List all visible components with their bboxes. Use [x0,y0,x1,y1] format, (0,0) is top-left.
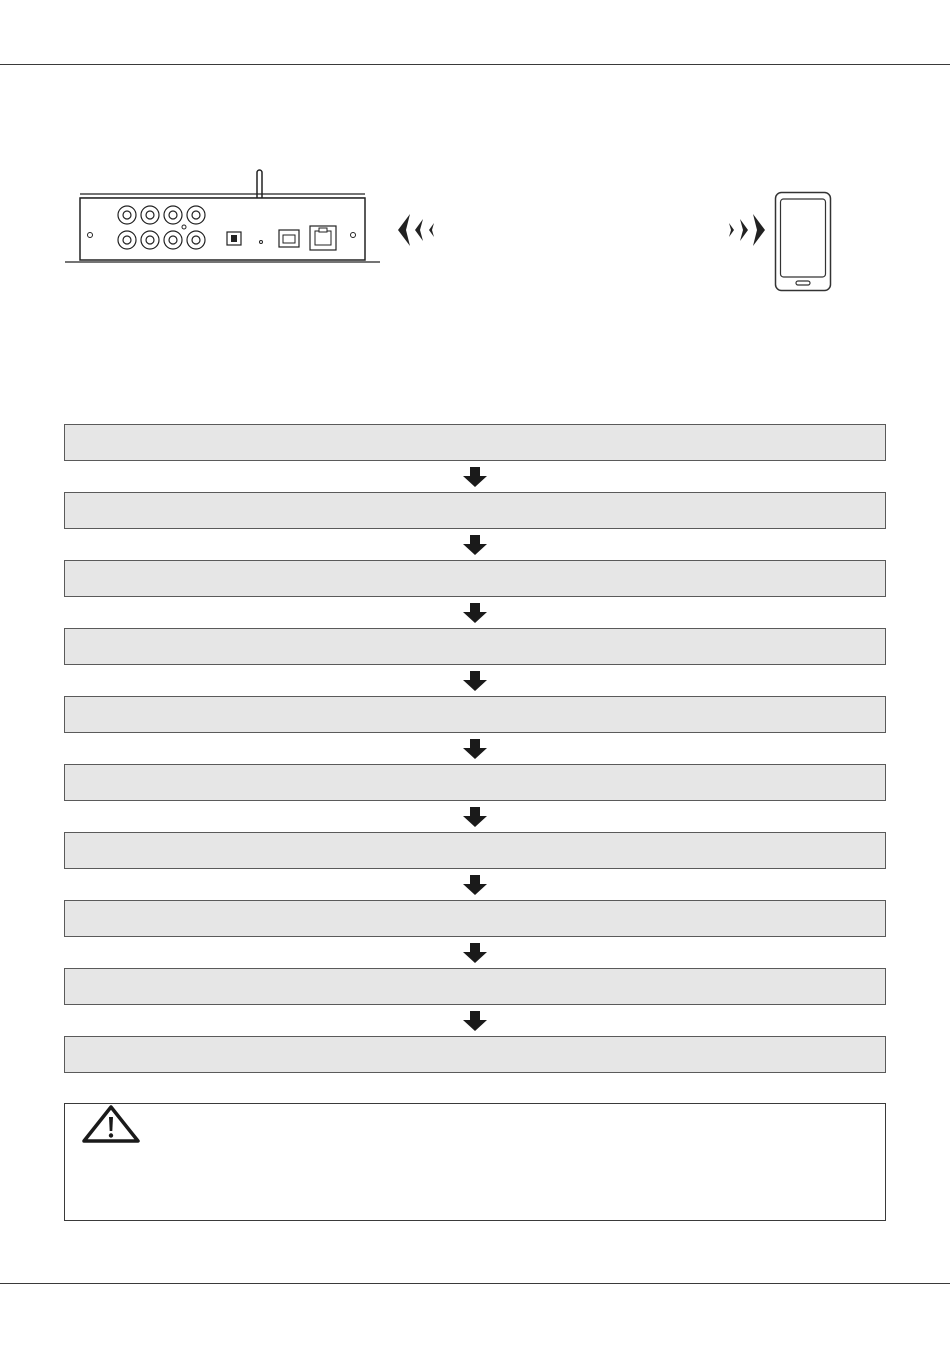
step-10 [64,1036,886,1073]
down-arrow-icon [64,665,886,696]
wireless-signal-left-icon [396,212,446,248]
down-arrow-icon [64,869,886,900]
down-arrow-icon [64,461,886,492]
step-7 [64,832,886,869]
down-arrow-icon [64,1005,886,1036]
warning-triangle-icon [80,1104,142,1144]
wireless-signal-right-icon [717,212,767,248]
connection-illustration [60,160,850,300]
down-arrow-icon [64,937,886,968]
down-arrow-icon [64,801,886,832]
warning-note [64,1103,886,1221]
down-arrow-icon [64,529,886,560]
down-arrow-icon [64,733,886,764]
down-arrow-icon [64,597,886,628]
smartphone-icon [774,191,834,295]
step-1 [64,424,886,461]
step-4 [64,628,886,665]
header-rule [0,64,950,65]
step-6 [64,764,886,801]
footer-rule [0,1283,950,1284]
step-5 [64,696,886,733]
step-3 [64,560,886,597]
step-9 [64,968,886,1005]
step-8 [64,900,886,937]
step-2 [64,492,886,529]
amplifier-device-icon [60,160,390,270]
setup-steps-flow [64,424,886,1073]
